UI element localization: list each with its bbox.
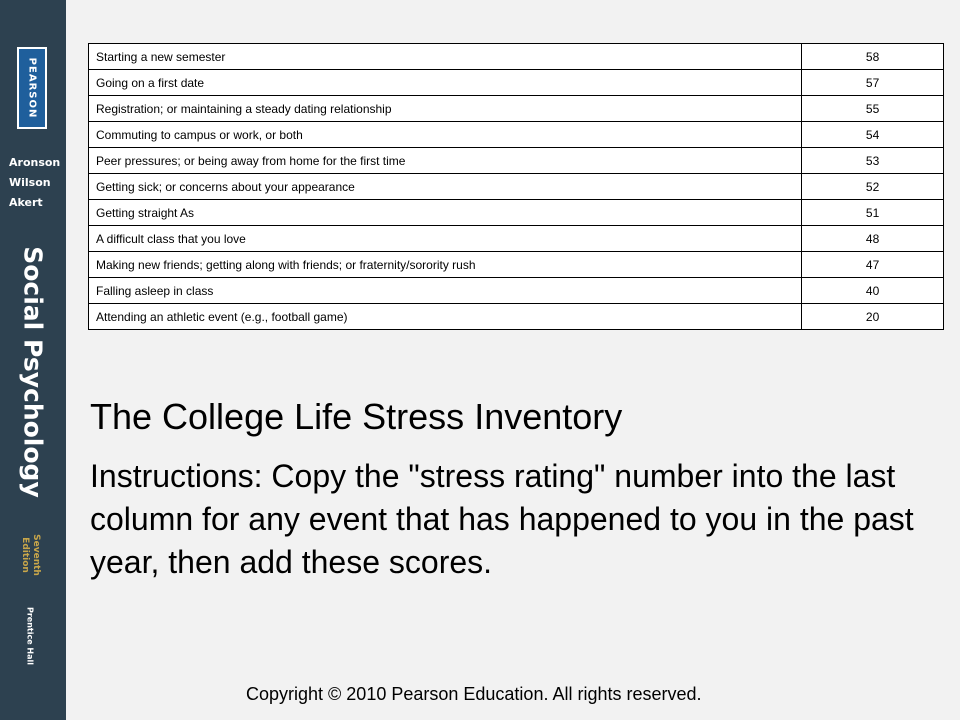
rating-cell: 55 — [802, 96, 944, 122]
rating-cell: 57 — [802, 70, 944, 96]
instructions-text: Instructions: Copy the "stress rating" number into the last column for any event that has happened to you in the past year, then add these scores. — [90, 458, 914, 580]
rating-cell: 52 — [802, 174, 944, 200]
rating-cell: 40 — [802, 278, 944, 304]
event-cell: Registration; or maintaining a steady dating relationship — [89, 96, 802, 122]
rating-cell: 48 — [802, 226, 944, 252]
author-list — [9, 153, 65, 213]
table-row — [89, 122, 944, 148]
edition-line: Edition — [20, 537, 30, 573]
rating-cell: 20 — [802, 304, 944, 330]
table-row — [89, 96, 944, 122]
author-name: Wilson — [9, 176, 51, 189]
table-row — [89, 70, 944, 96]
table-row — [89, 200, 944, 226]
rating-cell: 47 — [802, 252, 944, 278]
author-name: Akert — [9, 196, 43, 209]
event-cell: A difficult class that you love — [89, 226, 802, 252]
table-row — [89, 252, 944, 278]
event-cell: Getting sick; or concerns about your appearance — [89, 174, 802, 200]
rating-cell: 53 — [802, 148, 944, 174]
table-row — [89, 304, 944, 330]
logo-text: PEARSON — [26, 57, 38, 119]
book-title: Social Psychology — [18, 246, 48, 498]
table-row — [89, 226, 944, 252]
event-cell: Commuting to campus or work, or both — [89, 122, 802, 148]
event-cell: Starting a new semester — [89, 44, 802, 70]
table-row — [89, 174, 944, 200]
event-cell: Going on a first date — [89, 70, 802, 96]
table-row — [89, 278, 944, 304]
rating-cell: 54 — [802, 122, 944, 148]
author-name: Aronson — [9, 156, 61, 169]
event-cell: Falling asleep in class — [89, 278, 802, 304]
event-cell: Peer pressures; or being away from home for the first time — [89, 148, 802, 174]
edition-line: Seventh — [31, 534, 41, 576]
copyright-notice: Copyright © 2010 Pearson Education. All rights reserved. — [246, 684, 702, 704]
edition-label — [19, 534, 41, 576]
event-cell: Making new friends; getting along with friends; or fraternity/sorority rush — [89, 252, 802, 278]
pearson-logo — [17, 47, 47, 129]
publisher-name: Prentice Hall — [25, 606, 35, 666]
book-branding-sidebar — [0, 0, 66, 720]
event-cell: Getting straight As — [89, 200, 802, 226]
slide-title: The College Life Stress Inventory — [90, 396, 623, 437]
table-row — [89, 148, 944, 174]
table-row — [89, 44, 944, 70]
stress-inventory-table — [88, 43, 944, 330]
event-cell: Attending an athletic event (e.g., football game) — [89, 304, 802, 330]
rating-cell: 58 — [802, 44, 944, 70]
rating-cell: 51 — [802, 200, 944, 226]
